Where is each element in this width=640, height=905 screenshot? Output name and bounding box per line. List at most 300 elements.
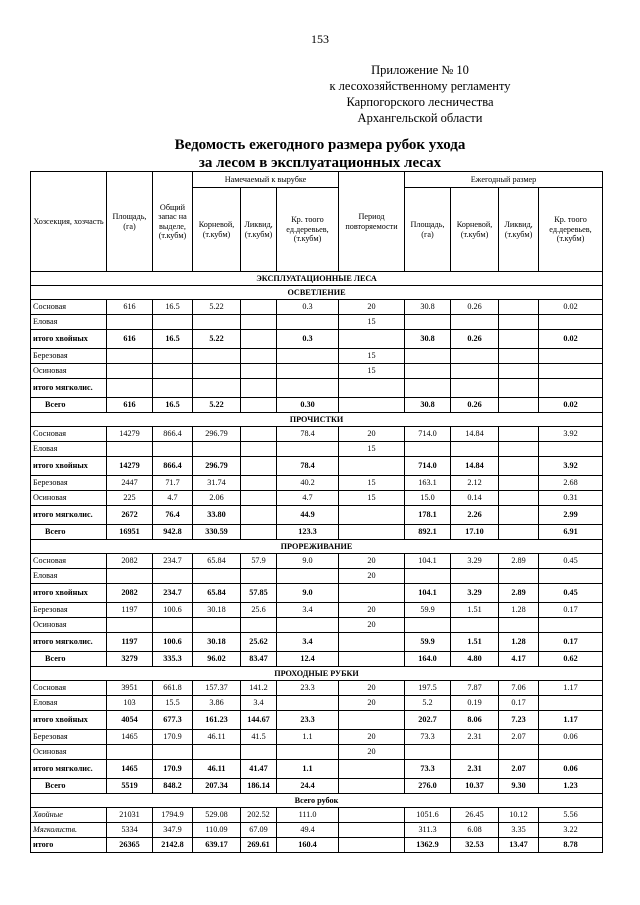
table-cell — [499, 491, 539, 506]
table-cell — [339, 808, 405, 823]
table-cell — [277, 569, 339, 584]
table-cell: 170.9 — [153, 730, 193, 745]
table-cell: 15 — [339, 315, 405, 330]
table-cell — [339, 584, 405, 603]
table-subtotal-row — [31, 330, 603, 349]
table-cell: 26.45 — [451, 808, 499, 823]
table-cell: 1794.9 — [153, 808, 193, 823]
table-subtotal-row — [31, 525, 603, 540]
table-cell: 207.34 — [193, 779, 241, 794]
table-cell — [153, 745, 193, 760]
table-cell — [241, 442, 277, 457]
table-row — [31, 618, 603, 633]
table-row — [31, 364, 603, 379]
table-cell: 714.0 — [405, 427, 451, 442]
table-cell: 44.9 — [277, 506, 339, 525]
table-cell: 23.3 — [277, 711, 339, 730]
table-cell: 10.12 — [499, 808, 539, 823]
table-cell: 15 — [339, 491, 405, 506]
table-cell: 330.59 — [193, 525, 241, 540]
table-cell: 2.31 — [451, 730, 499, 745]
row-label-cell: Еловая — [31, 569, 107, 584]
table-cell: 616 — [107, 300, 153, 315]
table-cell — [193, 618, 241, 633]
table-cell: 0.26 — [451, 300, 499, 315]
table-cell — [539, 569, 603, 584]
table-cell — [405, 349, 451, 364]
table-cell: 3.22 — [539, 823, 603, 838]
table-cell: 7.23 — [499, 711, 539, 730]
table-cell — [499, 315, 539, 330]
table-cell: 76.4 — [153, 506, 193, 525]
table-cell: 78.4 — [277, 457, 339, 476]
table-cell — [339, 457, 405, 476]
header-total-stock: Общий запас на выделе, (т.кубм) — [153, 172, 193, 272]
section-label: ПРОРЕЖИВАНИЕ — [31, 540, 603, 554]
table-cell: 3.29 — [451, 554, 499, 569]
table-cell — [405, 364, 451, 379]
table-subtotal-row — [31, 457, 603, 476]
table-cell: 170.9 — [153, 760, 193, 779]
table-cell: 30.18 — [193, 633, 241, 652]
table-cell: 14279 — [107, 457, 153, 476]
table-cell — [539, 349, 603, 364]
table-cell — [539, 745, 603, 760]
table-cell — [277, 379, 339, 398]
table-cell: 2.07 — [499, 760, 539, 779]
table-cell — [451, 442, 499, 457]
table-cell: 20 — [339, 300, 405, 315]
table-cell: 0.17 — [539, 633, 603, 652]
table-cell — [339, 711, 405, 730]
table-cell: 14.84 — [451, 427, 499, 442]
table-cell: 2.06 — [193, 491, 241, 506]
table-cell: 0.31 — [539, 491, 603, 506]
table-cell — [193, 745, 241, 760]
table-cell: 15 — [339, 349, 405, 364]
table-cell — [241, 349, 277, 364]
document-title — [0, 136, 640, 172]
table-cell: 14.84 — [451, 457, 499, 476]
table-cell: 3.92 — [539, 427, 603, 442]
table-cell: 32.53 — [451, 838, 499, 853]
header-annual-area: Площадь, (га) — [405, 188, 451, 272]
table-cell — [277, 745, 339, 760]
table-cell: 1197 — [107, 633, 153, 652]
table-cell: 73.3 — [405, 730, 451, 745]
table-subtotal-row — [31, 398, 603, 413]
table-cell: 186.14 — [241, 779, 277, 794]
table-cell: 15.0 — [405, 491, 451, 506]
table-cell: 160.4 — [277, 838, 339, 853]
table-cell: 866.4 — [153, 427, 193, 442]
table-cell — [539, 315, 603, 330]
table-cell — [193, 442, 241, 457]
table-cell: 14279 — [107, 427, 153, 442]
table-cell: 848.2 — [153, 779, 193, 794]
table-cell: 1.51 — [451, 633, 499, 652]
table-cell: 103 — [107, 696, 153, 711]
section-label: ПРОЧИСТКИ — [31, 413, 603, 427]
table-cell — [405, 618, 451, 633]
table-cell: 5519 — [107, 779, 153, 794]
table-cell — [499, 364, 539, 379]
header-planned-group: Намечаемый к вырубке — [193, 172, 339, 188]
table-cell: 20 — [339, 427, 405, 442]
table-cell: 67.09 — [241, 823, 277, 838]
section-label: ПРОХОДНЫЕ РУБКИ — [31, 667, 603, 681]
table-cell — [241, 398, 277, 413]
table-cell — [153, 442, 193, 457]
table-cell: 1.17 — [539, 681, 603, 696]
table-cell: 8.78 — [539, 838, 603, 853]
table-cell: 33.80 — [193, 506, 241, 525]
table-cell: 157.37 — [193, 681, 241, 696]
table-cell: 0.17 — [499, 696, 539, 711]
table-cell: 2.12 — [451, 476, 499, 491]
table-cell: 311.3 — [405, 823, 451, 838]
table-subtotal-row — [31, 838, 603, 853]
table-cell: 0.30 — [277, 398, 339, 413]
table-cell — [339, 633, 405, 652]
table-cell — [339, 398, 405, 413]
table-cell: 616 — [107, 330, 153, 349]
table-cell: 41.5 — [241, 730, 277, 745]
table-cell — [193, 349, 241, 364]
section-header-row — [31, 286, 603, 300]
table-cell: 20 — [339, 696, 405, 711]
table-cell: 3.92 — [539, 457, 603, 476]
table-cell: 8.06 — [451, 711, 499, 730]
table-cell: 5334 — [107, 823, 153, 838]
table-cell — [499, 330, 539, 349]
table-cell: 892.1 — [405, 525, 451, 540]
title-line-1: Ведомость ежегодного размера рубок ухода — [174, 137, 466, 153]
table-cell — [277, 364, 339, 379]
row-label-cell: Еловая — [31, 696, 107, 711]
row-label-cell: Сосновая — [31, 300, 107, 315]
table-cell: 296.79 — [193, 457, 241, 476]
table-cell: 57.85 — [241, 584, 277, 603]
table-cell: 335.3 — [153, 652, 193, 667]
table-cell: 65.84 — [193, 584, 241, 603]
table-cell: 661.8 — [153, 681, 193, 696]
row-label-cell: Березовая — [31, 603, 107, 618]
table-cell: 23.3 — [277, 681, 339, 696]
table-cell — [339, 330, 405, 349]
table-cell — [539, 364, 603, 379]
row-label-cell: итого хвойных — [31, 711, 107, 730]
table-cell: 16.5 — [153, 398, 193, 413]
table-cell: 1362.9 — [405, 838, 451, 853]
table-cell — [193, 315, 241, 330]
table-row — [31, 315, 603, 330]
appendix-line-3: Карпогорского лесничества — [346, 95, 494, 109]
table-cell: 4.80 — [451, 652, 499, 667]
table-cell: 234.7 — [153, 554, 193, 569]
table-cell — [241, 569, 277, 584]
table-cell: 2142.8 — [153, 838, 193, 853]
table-cell: 714.0 — [405, 457, 451, 476]
table-cell: 616 — [107, 398, 153, 413]
appendix-line-4: Архангельской области — [357, 111, 483, 125]
table-cell: 7.06 — [499, 681, 539, 696]
table-cell — [339, 760, 405, 779]
table-cell: 20 — [339, 681, 405, 696]
table-cell — [339, 506, 405, 525]
table-cell: 296.79 — [193, 427, 241, 442]
table-cell — [277, 315, 339, 330]
table-cell: 16951 — [107, 525, 153, 540]
table-row — [31, 349, 603, 364]
row-label-cell: Сосновая — [31, 681, 107, 696]
row-label-cell: Всего — [31, 652, 107, 667]
table-cell — [499, 442, 539, 457]
table-cell: 0.26 — [451, 330, 499, 349]
table-cell: 0.06 — [539, 760, 603, 779]
header-annual-group: Ежегодный размер — [405, 172, 603, 188]
table-cell: 0.17 — [539, 603, 603, 618]
header-section: Хозсекция, хозчасть — [31, 172, 107, 272]
table-cell — [153, 569, 193, 584]
table-cell: 15 — [339, 364, 405, 379]
table-row — [31, 730, 603, 745]
table-cell: 16.5 — [153, 330, 193, 349]
header-large: Кр. тоого ед.деревьев, (т.кубм) — [277, 188, 339, 272]
table-cell — [405, 379, 451, 398]
table-row — [31, 823, 603, 838]
table-cell — [499, 618, 539, 633]
table-cell — [339, 379, 405, 398]
table-cell: 57.9 — [241, 554, 277, 569]
table-cell: 6.08 — [451, 823, 499, 838]
table-cell: 161.23 — [193, 711, 241, 730]
table-cell: 15.5 — [153, 696, 193, 711]
table-cell: 1051.6 — [405, 808, 451, 823]
table-cell — [193, 569, 241, 584]
table-cell: 4.7 — [153, 491, 193, 506]
table-cell: 21031 — [107, 808, 153, 823]
table-cell: 197.5 — [405, 681, 451, 696]
table-cell: 225 — [107, 491, 153, 506]
thinning-table-wrapper — [30, 171, 602, 853]
table-subtotal-row — [31, 379, 603, 398]
table-cell: 6.91 — [539, 525, 603, 540]
table-cell: 10.37 — [451, 779, 499, 794]
table-cell: 5.2 — [405, 696, 451, 711]
header-area: Площадь, (га) — [107, 172, 153, 272]
table-cell — [241, 315, 277, 330]
appendix-note — [300, 62, 540, 126]
table-cell: 5.22 — [193, 330, 241, 349]
table-cell: 2672 — [107, 506, 153, 525]
table-cell — [451, 349, 499, 364]
table-cell: 5.22 — [193, 398, 241, 413]
table-row — [31, 745, 603, 760]
section-header-row — [31, 540, 603, 554]
table-cell: 1.23 — [539, 779, 603, 794]
table-cell — [499, 569, 539, 584]
table-cell: 942.8 — [153, 525, 193, 540]
table-cell: 276.0 — [405, 779, 451, 794]
table-cell: 866.4 — [153, 457, 193, 476]
table-row — [31, 808, 603, 823]
table-cell — [451, 364, 499, 379]
row-label-cell: Мягколиств. — [31, 823, 107, 838]
row-label-cell: Сосновая — [31, 554, 107, 569]
table-cell: 1.1 — [277, 730, 339, 745]
table-row — [31, 569, 603, 584]
table-cell: 73.3 — [405, 760, 451, 779]
table-cell: 269.61 — [241, 838, 277, 853]
table-cell — [153, 315, 193, 330]
table-cell: 4054 — [107, 711, 153, 730]
row-label-cell: итого хвойных — [31, 330, 107, 349]
table-subtotal-row — [31, 779, 603, 794]
table-cell: 234.7 — [153, 584, 193, 603]
table-cell: 2.07 — [499, 730, 539, 745]
row-label-cell: Еловая — [31, 315, 107, 330]
table-cell: 65.84 — [193, 554, 241, 569]
table-cell — [193, 379, 241, 398]
table-cell: 110.09 — [193, 823, 241, 838]
section-header-row — [31, 794, 603, 808]
table-subtotal-row — [31, 584, 603, 603]
row-label-cell: Еловая — [31, 442, 107, 457]
table-cell — [451, 569, 499, 584]
table-cell — [107, 315, 153, 330]
table-cell — [539, 442, 603, 457]
table-cell — [339, 525, 405, 540]
table-cell: 83.47 — [241, 652, 277, 667]
table-header — [31, 172, 603, 272]
table-cell — [405, 745, 451, 760]
header-annual-large: Кр. тоого ед.деревьев, (т.кубм) — [539, 188, 603, 272]
table-cell — [339, 779, 405, 794]
table-cell: 639.17 — [193, 838, 241, 853]
section-header-row — [31, 413, 603, 427]
table-row — [31, 476, 603, 491]
table-cell — [241, 476, 277, 491]
row-label-cell: Березовая — [31, 730, 107, 745]
table-cell: 1.1 — [277, 760, 339, 779]
table-subtotal-row — [31, 652, 603, 667]
table-cell — [499, 506, 539, 525]
table-cell — [499, 525, 539, 540]
table-cell: 3951 — [107, 681, 153, 696]
table-cell — [539, 696, 603, 711]
table-subtotal-row — [31, 506, 603, 525]
table-cell: 3.86 — [193, 696, 241, 711]
table-cell: 3.35 — [499, 823, 539, 838]
table-cell: 104.1 — [405, 584, 451, 603]
table-cell: 15 — [339, 442, 405, 457]
table-cell: 2.31 — [451, 760, 499, 779]
table-cell: 0.14 — [451, 491, 499, 506]
table-cell — [241, 300, 277, 315]
table-cell: 0.62 — [539, 652, 603, 667]
row-label-cell: итого мягколис. — [31, 633, 107, 652]
row-label-cell: итого хвойных — [31, 584, 107, 603]
row-label-cell: итого мягколис. — [31, 506, 107, 525]
table-cell: 178.1 — [405, 506, 451, 525]
table-cell — [153, 618, 193, 633]
header-liquid: Ликвид, (т.кубм) — [241, 188, 277, 272]
table-cell — [107, 618, 153, 633]
table-cell: 26365 — [107, 838, 153, 853]
table-cell — [241, 618, 277, 633]
table-cell: 5.56 — [539, 808, 603, 823]
table-cell: 4.7 — [277, 491, 339, 506]
table-cell — [241, 745, 277, 760]
table-cell — [499, 379, 539, 398]
header-annual-liquid: Ликвид, (т.кубм) — [499, 188, 539, 272]
table-cell — [241, 491, 277, 506]
table-cell: 0.02 — [539, 330, 603, 349]
table-cell: 0.45 — [539, 554, 603, 569]
table-cell: 104.1 — [405, 554, 451, 569]
table-cell: 59.9 — [405, 603, 451, 618]
table-cell — [107, 349, 153, 364]
table-cell: 4.17 — [499, 652, 539, 667]
table-cell: 71.7 — [153, 476, 193, 491]
row-label-cell: Березовая — [31, 349, 107, 364]
page-number: 153 — [311, 32, 329, 46]
table-cell: 141.2 — [241, 681, 277, 696]
table-row — [31, 442, 603, 457]
table-cell: 3.29 — [451, 584, 499, 603]
table-cell: 0.26 — [451, 398, 499, 413]
table-cell: 46.11 — [193, 760, 241, 779]
table-cell: 13.47 — [499, 838, 539, 853]
table-cell: 7.87 — [451, 681, 499, 696]
table-cell: 31.74 — [193, 476, 241, 491]
table-cell: 24.4 — [277, 779, 339, 794]
table-cell: 123.3 — [277, 525, 339, 540]
table-cell: 2.68 — [539, 476, 603, 491]
table-cell — [277, 442, 339, 457]
section-header-row — [31, 667, 603, 681]
table-cell: 12.4 — [277, 652, 339, 667]
table-cell: 202.52 — [241, 808, 277, 823]
table-cell: 59.9 — [405, 633, 451, 652]
table-row — [31, 554, 603, 569]
table-cell: 0.02 — [539, 300, 603, 315]
table-cell: 100.6 — [153, 633, 193, 652]
table-cell — [277, 618, 339, 633]
section-label: ОСВЕТЛЕНИЕ — [31, 286, 603, 300]
section-label: Всего рубок — [31, 794, 603, 808]
table-cell — [339, 652, 405, 667]
table-subtotal-row — [31, 760, 603, 779]
table-cell: 347.9 — [153, 823, 193, 838]
table-cell: 2.99 — [539, 506, 603, 525]
table-cell — [451, 379, 499, 398]
table-cell — [451, 745, 499, 760]
table-cell: 0.3 — [277, 330, 339, 349]
table-cell: 2447 — [107, 476, 153, 491]
table-cell: 20 — [339, 554, 405, 569]
table-cell — [499, 427, 539, 442]
table-subtotal-row — [31, 633, 603, 652]
table-cell: 20 — [339, 745, 405, 760]
table-cell — [107, 569, 153, 584]
table-cell — [339, 823, 405, 838]
row-label-cell: Осиновая — [31, 364, 107, 379]
table-row — [31, 491, 603, 506]
table-cell: 2.89 — [499, 554, 539, 569]
table-cell: 30.8 — [405, 300, 451, 315]
